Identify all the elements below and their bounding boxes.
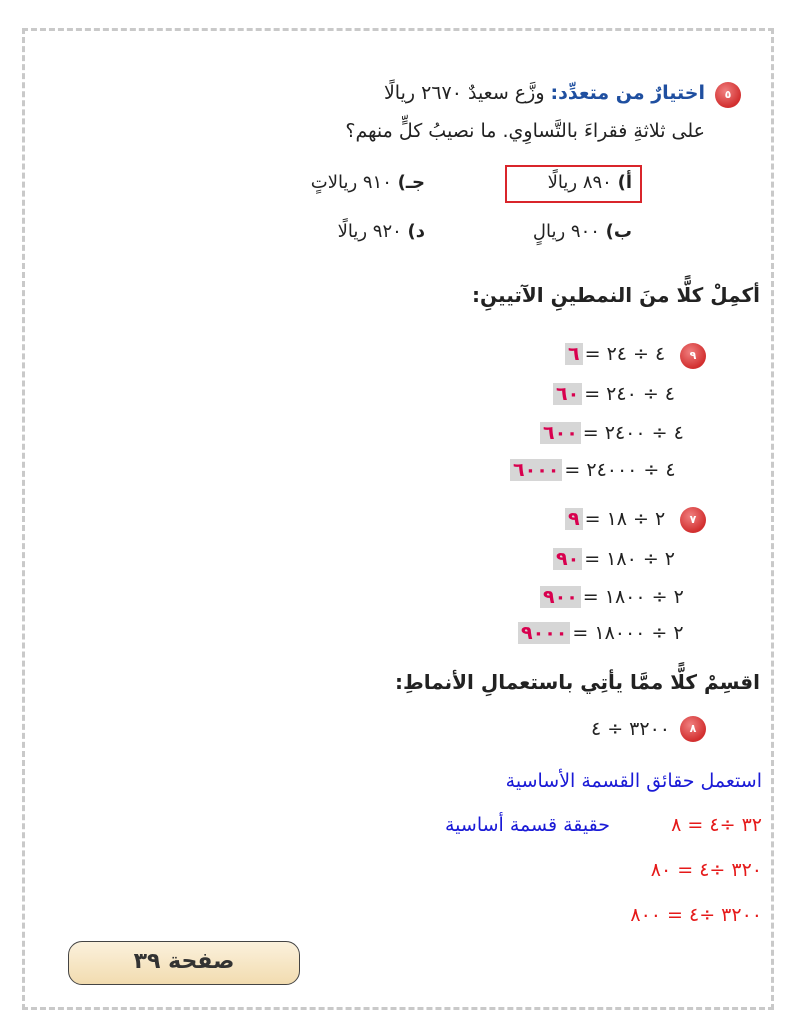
page-number-label: صفحة ٣٩ bbox=[68, 941, 300, 985]
option-b-letter: ب) bbox=[605, 221, 632, 242]
option-b-text: ٩٠٠ ريالٍ bbox=[532, 221, 600, 242]
equation-text: = ٤ ÷ ٢٤٠ bbox=[584, 383, 676, 405]
patterns-heading: أكمِلْ كلًّا منَ النمطينِ الآتيينِ: bbox=[472, 283, 760, 307]
question-8-expression: ٣٢٠٠ ÷ ٤ bbox=[590, 718, 670, 740]
pattern-6-row-1 bbox=[565, 343, 665, 365]
equation-text: = ٢ ÷ ١٨٠ bbox=[584, 548, 676, 570]
question-5-line1 bbox=[384, 82, 705, 104]
step-1 bbox=[671, 814, 762, 836]
pattern-7-row-3 bbox=[540, 586, 684, 608]
pattern-6-row-2 bbox=[553, 383, 675, 405]
question-8-badge: ٨ bbox=[680, 716, 706, 742]
question-5-badge: ٥ bbox=[715, 82, 741, 108]
equation-text: = ٤ ÷ ٢٤٠٠٠ bbox=[564, 459, 676, 481]
option-d-text: ٩٢٠ ريالًا bbox=[337, 221, 402, 242]
equation-text: = ٢ ÷ ١٨٠٠ bbox=[582, 586, 684, 608]
answer-cell: ٩٠ bbox=[553, 548, 582, 570]
question-5-text-2: على ثلاثةِ فقراءَ بالتَّساوِي. ما نصيبُ كلٍّ منهم؟ bbox=[345, 120, 705, 142]
step-1-expression: ٣٢ ÷٤ = ٨ bbox=[671, 814, 762, 836]
question-5-title: اختيارٌ من متعدِّد: bbox=[550, 82, 705, 104]
step-2 bbox=[651, 859, 762, 881]
equation-text: = ٢ ÷ ١٨٠٠٠ bbox=[572, 622, 684, 644]
equation-text: = ٤ ÷ ٢٤ bbox=[584, 343, 666, 365]
step-2-expression: ٣٢٠ ÷٤ = ٨٠ bbox=[650, 859, 762, 881]
option-b[interactable] bbox=[533, 221, 632, 242]
option-c[interactable] bbox=[311, 172, 425, 193]
option-c-letter: جـ) bbox=[397, 172, 425, 193]
answer-cell: ٦٠٠٠ bbox=[510, 459, 562, 481]
question-7-badge: ٧ bbox=[680, 507, 706, 533]
hint-text: استعمل حقائق القسمة الأساسية bbox=[505, 770, 762, 792]
pattern-7-row-2 bbox=[553, 548, 675, 570]
option-a[interactable] bbox=[548, 172, 632, 193]
option-a-text: ٨٩٠ ريالًا bbox=[547, 172, 612, 193]
answer-cell: ٦٠ bbox=[553, 383, 582, 405]
answer-cell: ٦ bbox=[565, 343, 583, 365]
pattern-6-row-3 bbox=[540, 422, 684, 444]
step-1-note: حقيقة قسمة أساسية bbox=[445, 814, 610, 836]
option-a-letter: أ) bbox=[617, 172, 632, 193]
option-d[interactable] bbox=[338, 221, 425, 242]
answer-cell: ٩٠٠٠ bbox=[518, 622, 570, 644]
equation-text: = ٢ ÷ ١٨ bbox=[584, 508, 666, 530]
pattern-7-row-4 bbox=[518, 622, 684, 644]
option-c-text: ٩١٠ ريالاتٍ bbox=[310, 172, 392, 193]
answer-cell: ٩٠٠ bbox=[540, 586, 581, 608]
question-5-text-1: وزَّع سعيدٌ ٢٦٧٠ ريالًا bbox=[383, 82, 545, 104]
pattern-7-row-1 bbox=[565, 508, 665, 530]
step-3 bbox=[630, 904, 762, 926]
divide-heading: اقسِمْ كلًّا ممَّا يأتِي باستعمالِ الأنماطِ: bbox=[394, 670, 760, 694]
step-3-expression: ٣٢٠٠ ÷٤ = ٨٠٠ bbox=[630, 904, 762, 926]
question-6-badge: ٩ bbox=[680, 343, 706, 369]
option-d-letter: د) bbox=[407, 221, 425, 242]
equation-text: = ٤ ÷ ٢٤٠٠ bbox=[582, 422, 684, 444]
answer-cell: ٩ bbox=[565, 508, 583, 530]
answer-cell: ٦٠٠ bbox=[540, 422, 581, 444]
pattern-6-row-4 bbox=[510, 459, 676, 481]
